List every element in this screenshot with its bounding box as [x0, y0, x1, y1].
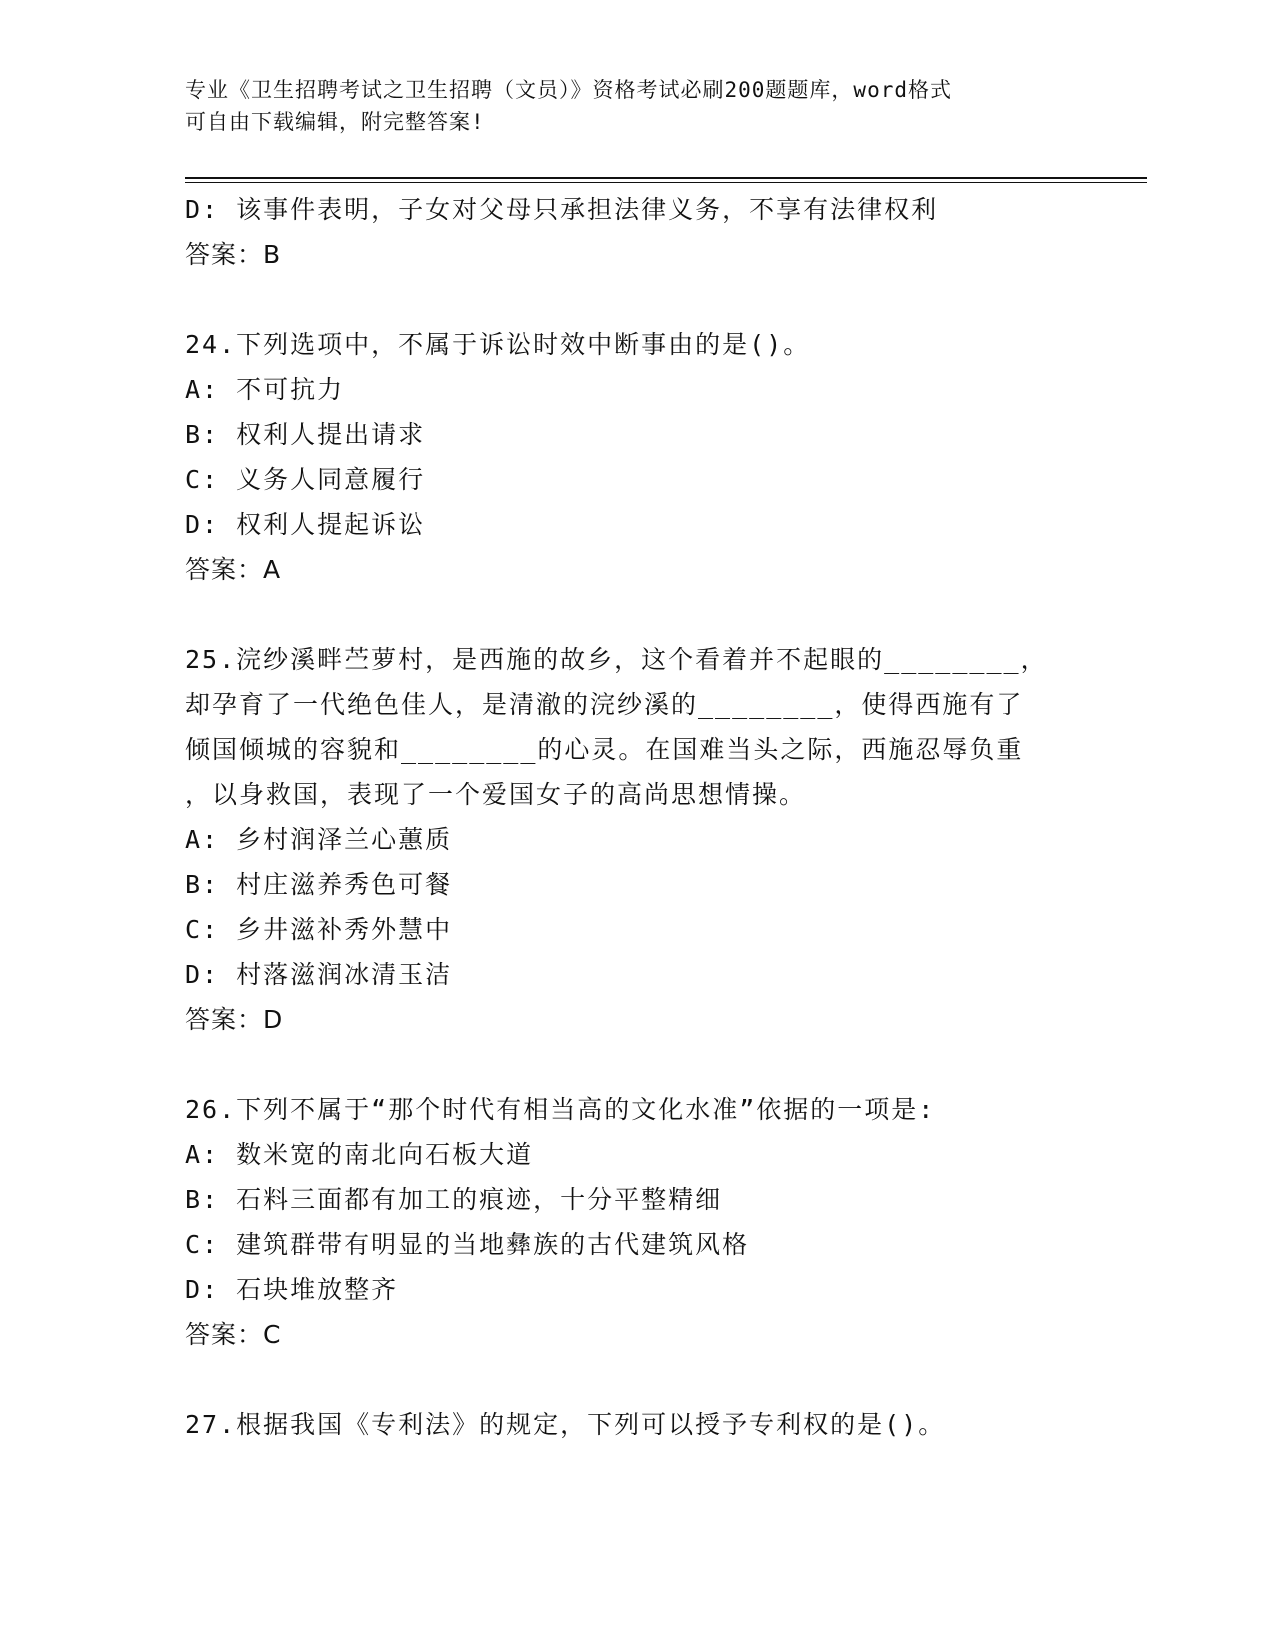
q26-stem: 26.下列不属于“那个时代有相当高的文化水准”依据的一项是:	[185, 1095, 936, 1124]
q23-option-d: D: 该事件表明，子女对父母只承担法律义务，不享有法律权利	[185, 195, 939, 224]
question-content	[185, 187, 1085, 1447]
spacer	[185, 1042, 1085, 1087]
q26-option-a: A: 数米宽的南北向石板大道	[185, 1140, 534, 1169]
question-24	[185, 322, 1085, 592]
q24-stem: 24.下列选项中，不属于诉讼时效中断事由的是()。	[185, 330, 811, 359]
q25-option-a: A: 乡村润泽兰心蕙质	[185, 825, 453, 854]
q24-option-b: B: 权利人提出请求	[185, 420, 426, 449]
spacer	[185, 277, 1085, 322]
q24-option-d: D: 权利人提起诉讼	[185, 510, 426, 539]
q25-stem-line-1: 25.浣纱溪畔苎萝村，是西施的故乡，这个看着并不起眼的________，	[185, 645, 1048, 674]
q24-option-c: C: 义务人同意履行	[185, 465, 426, 494]
q26-option-b: B: 石料三面都有加工的痕迹，十分平整精细	[185, 1185, 723, 1214]
q24-option-a: A: 不可抗力	[185, 375, 345, 404]
header-divider-thin	[185, 182, 1147, 183]
q25-option-c: C: 乡井滋补秀外慧中	[185, 915, 453, 944]
q25-option-b: B: 村庄滋养秀色可餐	[185, 870, 453, 899]
q25-stem-line-2: 却孕育了一代绝色佳人，是清澈的浣纱溪的________，使得西施有了	[185, 690, 1024, 719]
spacer	[185, 1357, 1085, 1402]
q26-answer: 答案：C	[185, 1320, 282, 1349]
q25-stem-line-3: 倾国倾城的容貌和________的心灵。在国难当头之际，西施忍辱负重	[185, 735, 1024, 764]
question-27	[185, 1402, 1085, 1447]
q26-option-c: C: 建筑群带有明显的当地彝族的古代建筑风格	[185, 1230, 750, 1259]
header-title-line-2: 可自由下载编辑，附完整答案!	[185, 110, 485, 134]
q25-stem-line-4: ，以身救国，表现了一个爱国女子的高尚思想情操。	[185, 780, 807, 809]
header-divider-thick	[185, 177, 1147, 179]
spacer	[185, 592, 1085, 637]
q26-option-d: D: 石块堆放整齐	[185, 1275, 399, 1304]
page-header	[185, 74, 1065, 138]
q25-answer: 答案：D	[185, 1005, 284, 1034]
q27-stem: 27.根据我国《专利法》的规定，下列可以授予专利权的是()。	[185, 1410, 946, 1439]
q25-option-d: D: 村落滋润冰清玉洁	[185, 960, 453, 989]
question-25	[185, 637, 1085, 1042]
q24-answer: 答案：A	[185, 555, 282, 584]
question-26	[185, 1087, 1085, 1357]
q23-answer: 答案：B	[185, 240, 282, 269]
question-23-tail	[185, 187, 1085, 277]
header-title-line-1: 专业《卫生招聘考试之卫生招聘（文员）》资格考试必刷200题题库，word格式	[185, 78, 952, 102]
